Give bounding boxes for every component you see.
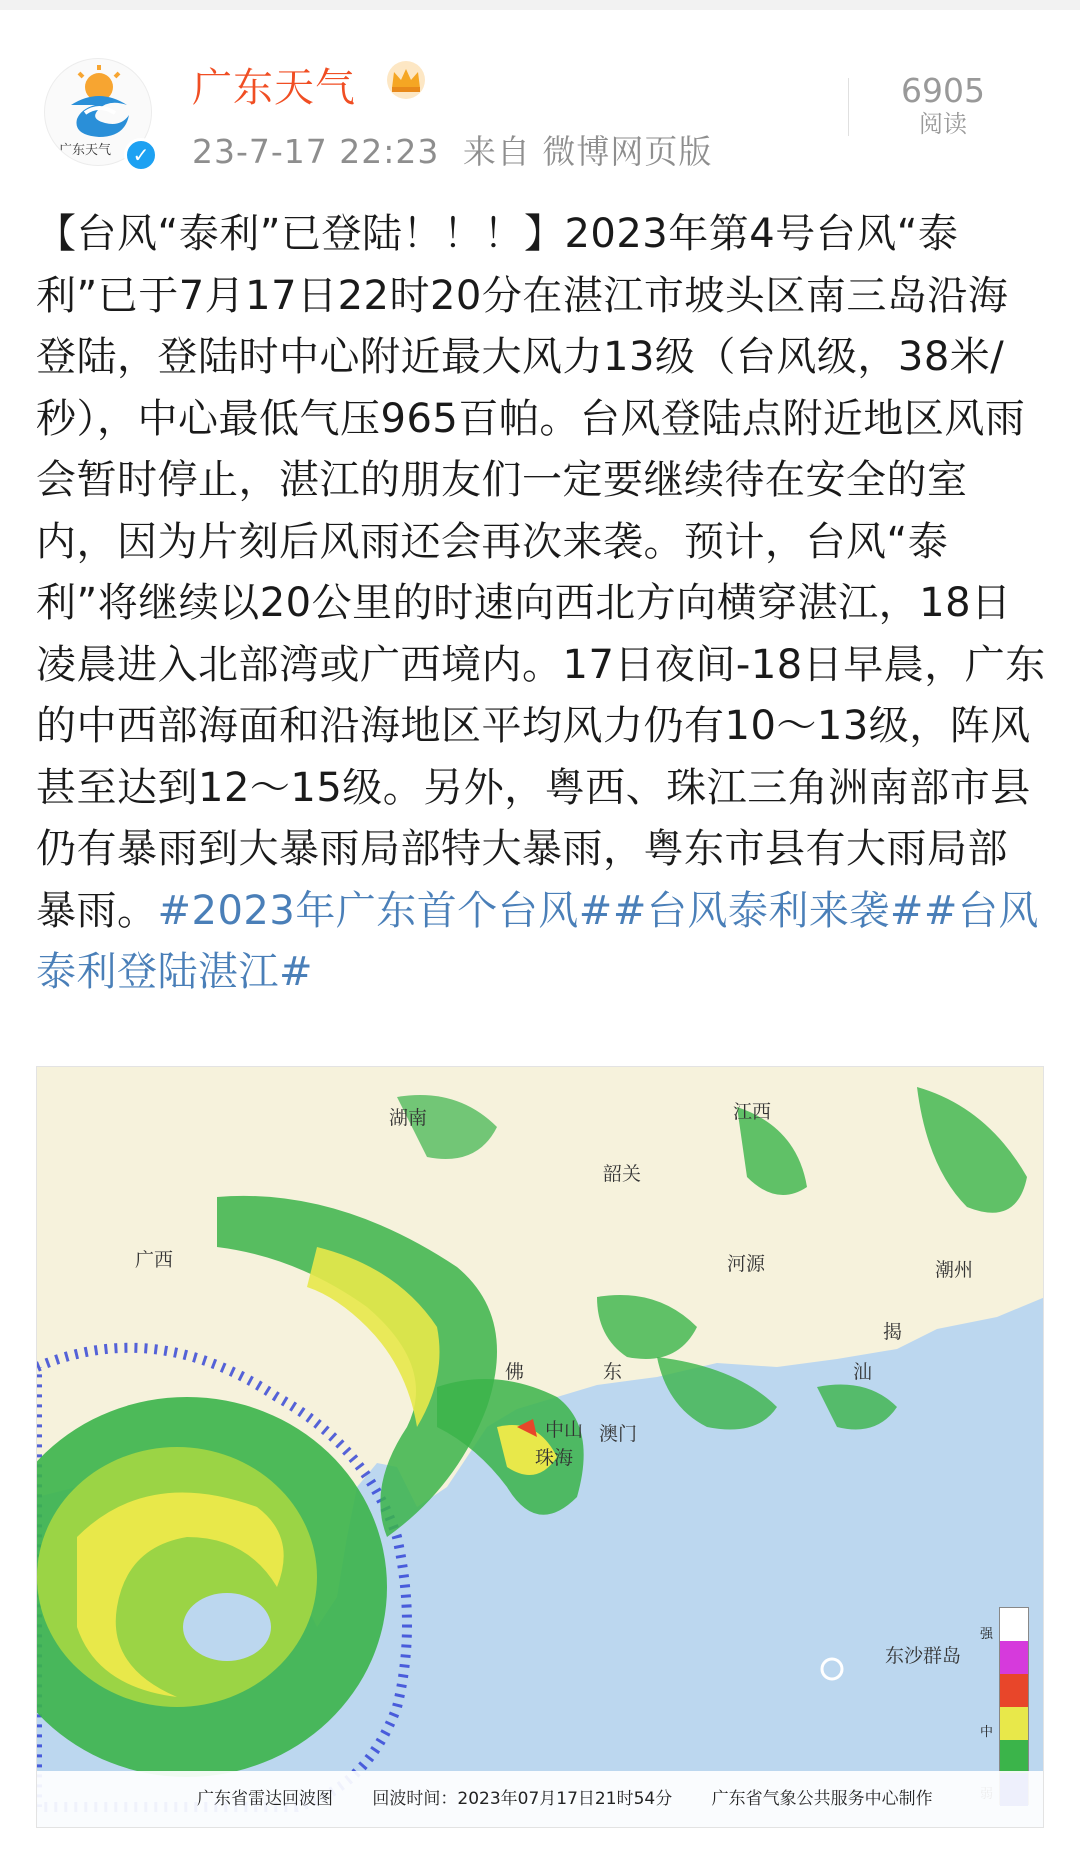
post-text: 【台风“泰利”已登陆！！！】2023年第4号台风“泰利”已于7月17日22时20分在湛江市坡头区南三岛沿海登陆，登陆时中心附近最大风力13级（台风级，38米/秒），中心最低气压965百帕。台风登陆点附近地区风雨会暂时停止，湛江的朋友们一定要继续待在安全的室内，因为片刻后风雨还会再次来袭。预计，台风“泰利”将继续以20公里的时速向西北方向横穿湛江，18日凌晨进入北部湾或广西境内。17日夜间-18日早晨，广东的中西部海面和沿海地区平均风力仍有10～13级，阵风甚至达到12～15级。另外，粤西、珠江三角洲南部市县仍有暴雨到大暴雨局部特大暴雨，粤东市县有大雨局部暴雨。 <box>36 211 1046 934</box>
read-count-label: 阅读 <box>919 110 967 138</box>
place-label: 澳门 <box>599 1423 638 1445</box>
place-label: 揭 <box>883 1321 903 1343</box>
place-label: 东 <box>603 1361 623 1383</box>
place-label: 韶关 <box>603 1163 642 1185</box>
post-body <box>36 204 1046 1004</box>
avatar-caption: 广东天气 <box>59 143 112 158</box>
place-label: 潮州 <box>935 1259 974 1281</box>
legend-label-medium: 中 <box>979 1725 993 1740</box>
place-label: 汕 <box>853 1361 873 1383</box>
hashtag-link[interactable]: #2023年广东首个台风# <box>157 887 613 934</box>
crown-icon <box>384 60 428 100</box>
place-label: 佛 <box>505 1361 525 1383</box>
read-count-number: 6905 <box>901 71 985 110</box>
divider <box>848 78 849 136</box>
read-count <box>868 72 1018 138</box>
place-label: 河源 <box>727 1253 766 1275</box>
place-label: 中山 <box>545 1419 584 1441</box>
place-label: 湖南 <box>389 1107 428 1129</box>
place-label: 珠海 <box>535 1447 574 1469</box>
status-bar-strip <box>0 0 1080 10</box>
legend-label-strong: 强 <box>979 1627 993 1642</box>
radar-footer <box>37 1771 1043 1827</box>
verified-badge-icon: ✓ <box>124 138 158 172</box>
radar-footer-time: 回波时间：2023年07月17日21时54分 <box>372 1789 673 1809</box>
radar-footer-title: 广东省雷达回波图 <box>197 1789 333 1809</box>
post-header <box>0 40 1080 180</box>
hashtag-link[interactable]: #台风泰利来袭# <box>612 887 924 934</box>
post-source: 来自 微博网页版 <box>462 132 713 171</box>
post-meta <box>192 126 724 173</box>
place-label: 广西 <box>135 1249 174 1271</box>
radar-image[interactable] <box>36 1066 1044 1828</box>
place-label: 江西 <box>733 1101 772 1123</box>
hashtag-link[interactable]: #台风泰利登陆湛江# <box>36 887 1039 995</box>
weather-logo-icon <box>59 65 139 141</box>
radar-footer-org: 广东省气象公共服务中心制作 <box>711 1789 933 1809</box>
place-label: 东沙群岛 <box>885 1645 962 1667</box>
author-name[interactable]: 广东天气 <box>192 65 356 111</box>
post-timestamp: 23-7-17 22:23 <box>192 132 440 171</box>
